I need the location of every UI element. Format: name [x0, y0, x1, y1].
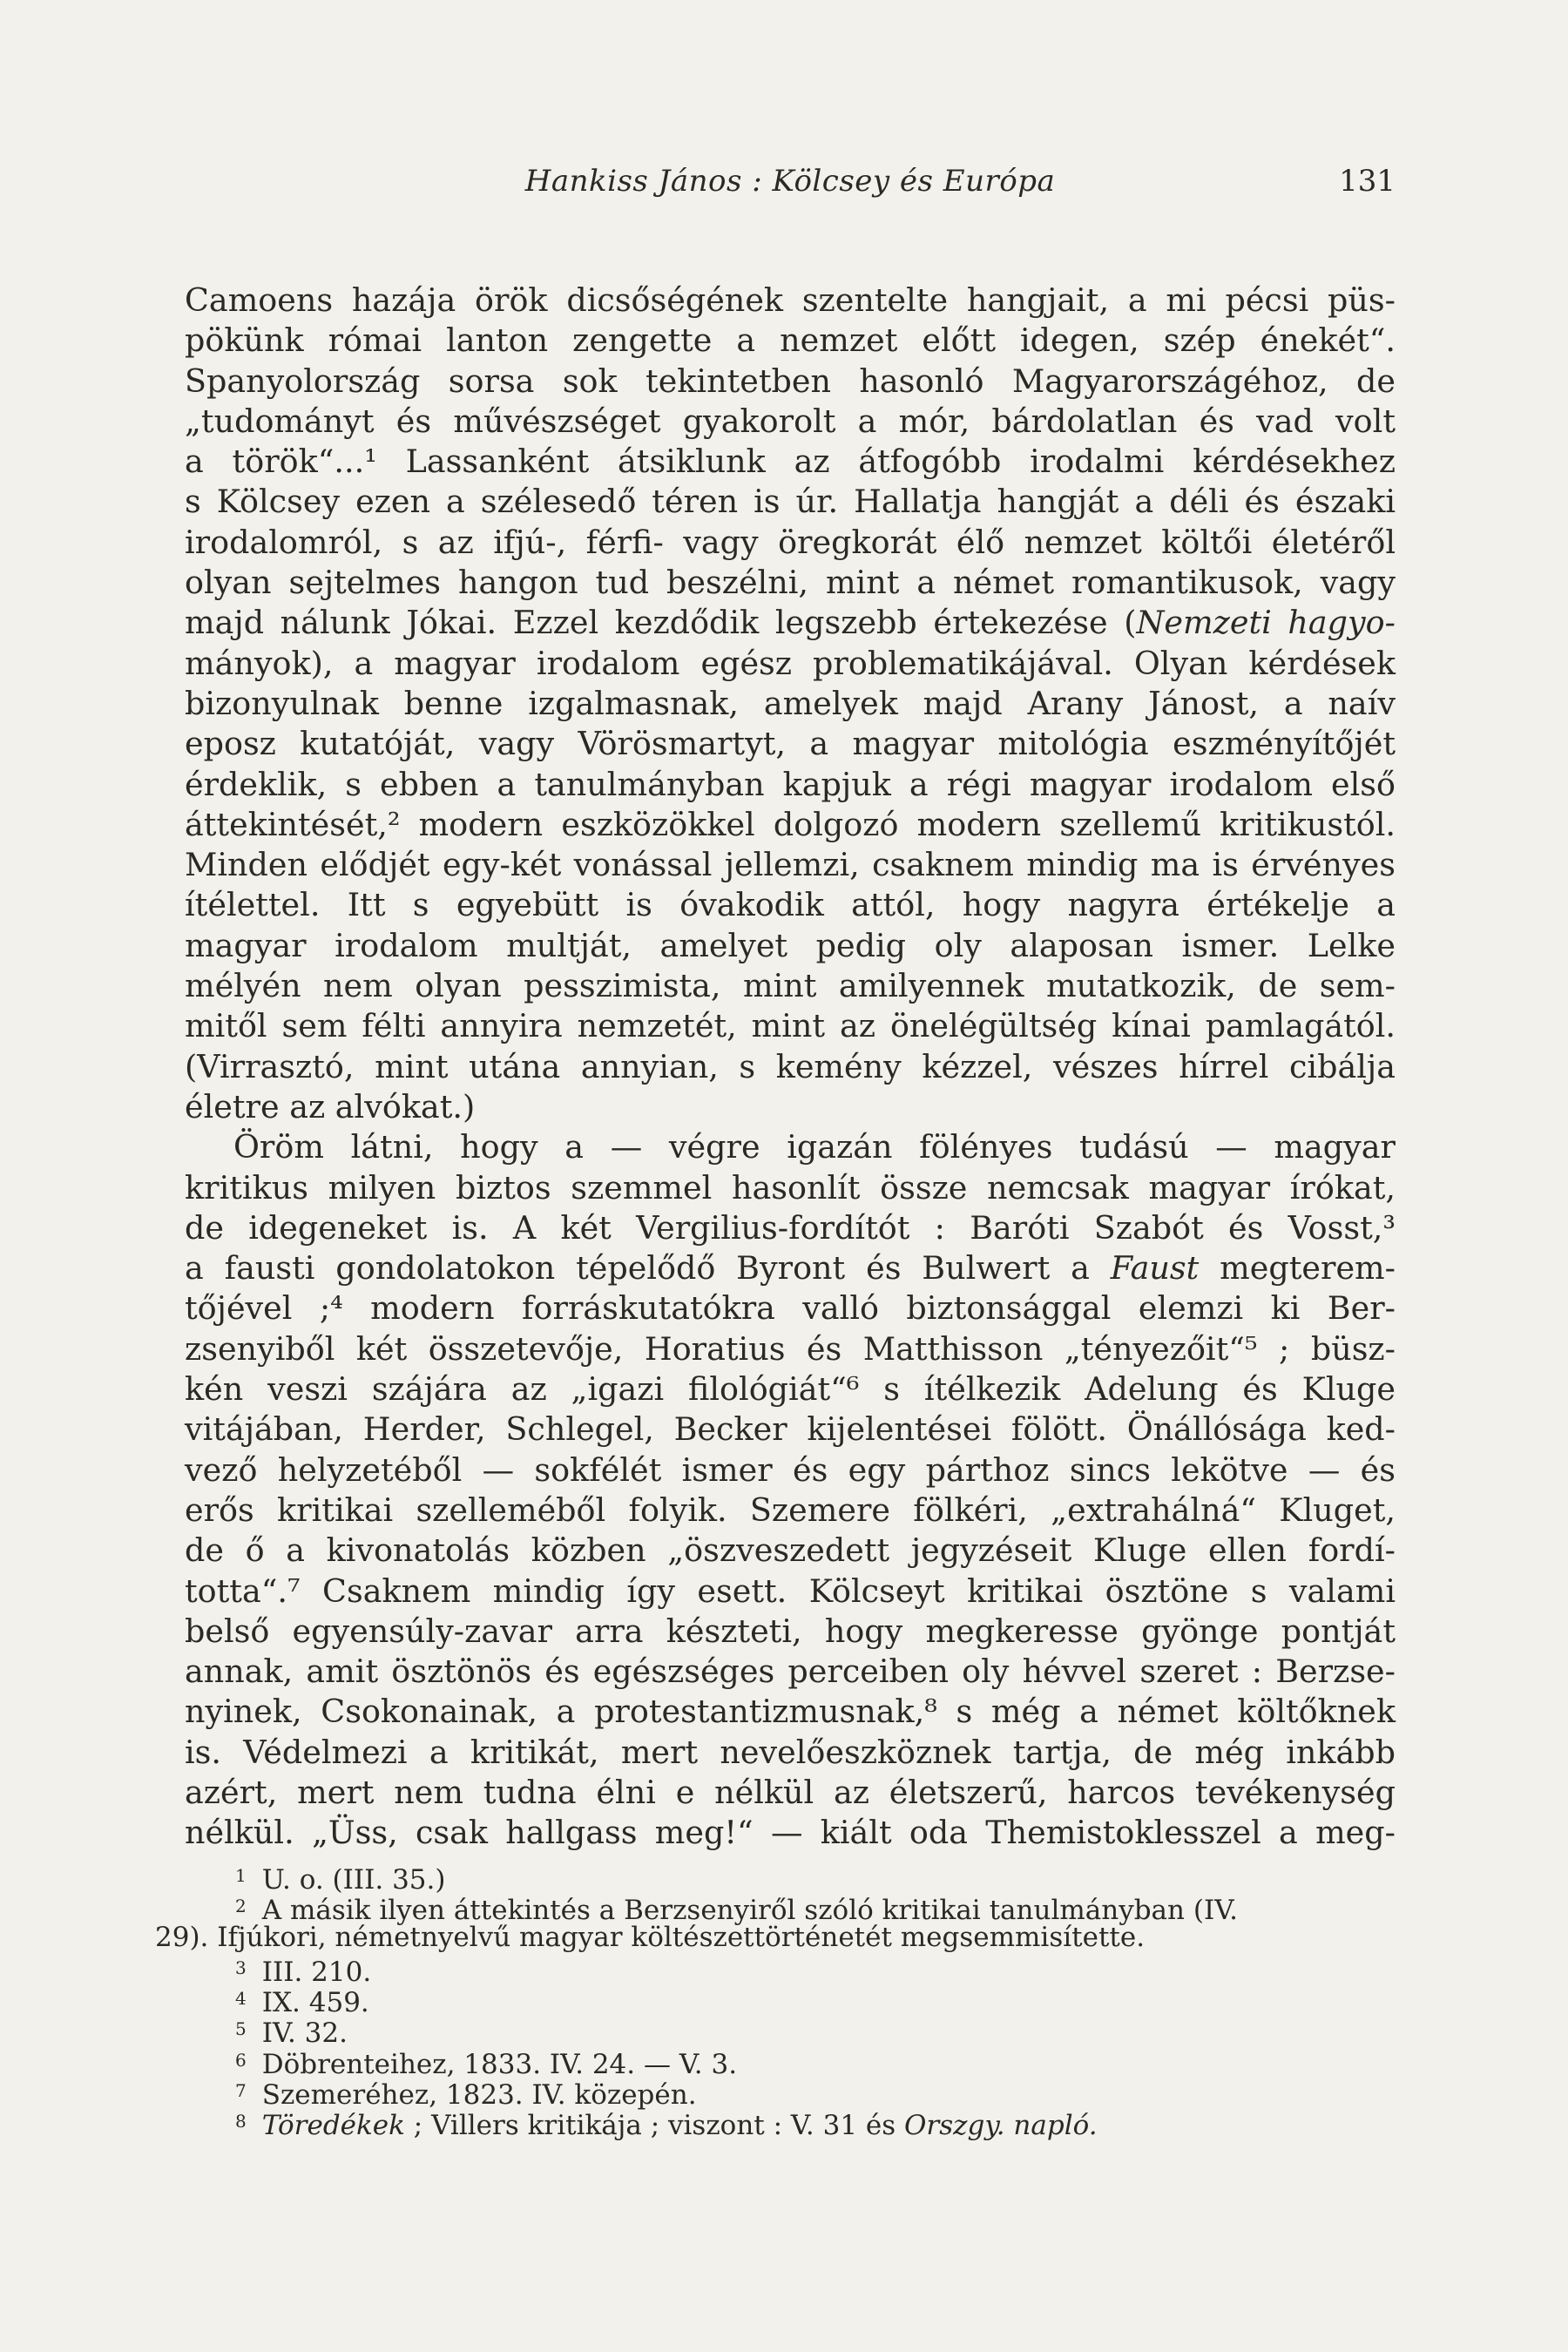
text-line: [185, 1248, 1396, 1288]
italic-title: Nemzeti hagyo-: [1136, 604, 1396, 642]
text-line: annak, amit ösztönös és egészséges perceiben oly hévvel szeret : Berzse-: [185, 1652, 1396, 1691]
text-line: vező helyzetéből — sokfélét ismer és egy párthoz sincs lekötve — és: [185, 1450, 1396, 1489]
text-line: vitájában, Herder, Schlegel, Becker kijelentései fölött. Önállósága ked-: [185, 1410, 1396, 1449]
text-line: bizonyulnak benne izgalmasnak, amelyek majd Arany Jánost, a naív: [185, 684, 1396, 722]
footnote-text: IV. 32.: [261, 2017, 348, 2050]
page-header: [185, 164, 1396, 216]
text-line: Spanyolország sorsa sok tekintetben hasonló Magyarországéhoz, de: [185, 362, 1396, 400]
text-line: [185, 603, 1396, 643]
text-line: erős kritikai szelleméből folyik. Szemere fölkéri, „extrahálná“ Kluget,: [185, 1490, 1396, 1529]
footnote-number: 6: [235, 2049, 247, 2071]
footnote: [155, 2106, 1401, 2142]
text-line: magyar irodalom multját, amelyet pedig oly alaposan ismer. Lelke: [185, 926, 1396, 964]
text-line: mányok), a magyar irodalom egész problematikájával. Olyan kérdések: [185, 644, 1396, 682]
footnote: [155, 1984, 1401, 2019]
text-line: (Virrasztó, mint utána annyian, s kemény kézzel, vészes hírrel cibálja: [185, 1047, 1396, 1085]
text-line: tőjével ;⁴ modern forráskutatókra valló biztonsággal elemzi ki Ber-: [185, 1289, 1396, 1328]
footnote-number: 5: [235, 2018, 247, 2040]
footnote-text: ; Villers kritikája ; viszont : V. 31 és: [404, 2110, 904, 2142]
text-line: is. Védelmezi a kritikát, mert nevelőeszköznek tartja, de még inkább: [185, 1733, 1396, 1771]
footnote: [155, 1953, 1401, 1988]
footnote-continuation: 29). Ifjúkori, németnyelvű magyar költészettörténetét megsemmisítette.: [155, 1921, 1146, 1953]
footnote-text: IX. 459.: [261, 1987, 369, 2019]
footnote-number: 7: [235, 2080, 247, 2102]
text-line: Öröm látni, hogy a — végre igazán fölényes tudású — magyar: [233, 1128, 1396, 1166]
text-line: érdeklik, s ebben a tanulmányban kapjuk a régi magyar irodalom első: [185, 765, 1396, 803]
text-line: kritikus milyen biztos szemmel hasonlít össze nemcsak magyar írókat,: [185, 1168, 1396, 1206]
footnote: [155, 2045, 1401, 2080]
text-line: nyinek, Csokonainak, a protestantizmusnak,⁸ s még a német költőknek: [185, 1693, 1396, 1731]
page-number: 131: [1339, 164, 1396, 199]
text-line: nélkül. „Üss, csak hallgass meg!“ — kiált oda Themistoklesszel a meg-: [185, 1814, 1396, 1852]
text-segment: a fausti gondolatokon tépelődő Byront és Bulwert a: [185, 1249, 1111, 1288]
footnote-number: 2: [235, 1896, 247, 1917]
text-line: áttekintését,² modern eszközökkel dolgozó modern szellemű kritikustól.: [185, 805, 1396, 843]
text-line: de ő a kivonatolás közben „öszveszedett jegyzéseit Kluge ellen fordí-: [185, 1531, 1396, 1570]
footnote-number: 4: [235, 1988, 247, 2010]
body-text: [185, 280, 1396, 1854]
text-line: s Kölcsey ezen a szélesedő téren is úr. Hallatja hangját a déli és északi: [185, 483, 1396, 521]
footnote: [155, 2076, 1401, 2112]
text-line: eposz kutatóját, vagy Vörösmartyt, a magyar mitológia eszményítőjét: [185, 725, 1396, 763]
text-line: totta“.⁷ Csaknem mindig így esett. Kölcseyt kritikai ösztöne s valami: [185, 1571, 1396, 1610]
text-line: zsenyiből két összetevője, Horatius és Matthisson „tényezőit“⁵ ; büsz-: [185, 1329, 1396, 1368]
text-segment: majd nálunk Jókai. Ezzel kezdődik legszebb értekezése (: [185, 604, 1137, 642]
footnote: [155, 2014, 1401, 2050]
footnote-text: U. o. (III. 35.): [261, 1864, 446, 1896]
text-line: „tudományt és művészséget gyakorolt a mór, bárdolatlan és vad volt: [185, 402, 1396, 440]
footnote-italic-title: Orszgy. napló.: [904, 2110, 1098, 2142]
running-title: Hankiss János : Kölcsey és Európa: [524, 164, 1056, 199]
text-line: mitől sem félti annyira nemzetét, mint az önelégültség kínai pamlagától.: [185, 1007, 1396, 1045]
footnote-number: 8: [235, 2111, 247, 2132]
text-line: irodalomról, s az ifjú-, férfi- vagy öregkorát élő nemzet költői életéről: [185, 523, 1396, 561]
text-line: belső egyensúly-zavar arra készteti, hogy megkeresse gyönge pontját: [185, 1612, 1396, 1650]
text-line: pökünk római lanton zengette a nemzet előtt idegen, szép énekét“.: [185, 321, 1396, 360]
text-line: a török“...¹ Lassanként átsiklunk az átfogóbb irodalmi kérdésekhez: [185, 443, 1396, 481]
footnotes: [155, 1861, 1401, 2142]
text-segment: megterem-: [1199, 1249, 1396, 1288]
footnote: [155, 1891, 1401, 1927]
text-line: de idegeneket is. A két Vergilius-fordítót : Baróti Szabót és Vosst,³: [185, 1208, 1396, 1247]
footnote-number: 3: [235, 1957, 247, 1978]
text-line: olyan sejtelmes hangon tud beszélni, mint a német romantikusok, vagy: [185, 564, 1396, 602]
italic-title: Faust: [1110, 1249, 1200, 1288]
footnote-text: A másik ilyen áttekintés a Berzsenyiről szóló kritikai tanulmányban (IV.: [261, 1895, 1239, 1927]
footnote: [155, 1861, 1401, 1896]
footnote-text: Döbrenteihez, 1833. IV. 24. — V. 3.: [261, 2048, 738, 2080]
text-line: kén veszi szájára az „igazi filológiát“⁶ s ítélkezik Adelung és Kluge: [185, 1370, 1396, 1409]
footnote-number: 1: [235, 1865, 247, 1886]
footnote-text: Szemeréhez, 1823. IV. közepén.: [261, 2079, 697, 2112]
footnote-text: III. 210.: [261, 1956, 372, 1988]
text-line: mélyén nem olyan pesszimista, mint amilyennek mutatkozik, de sem-: [185, 967, 1396, 1005]
text-line: Camoens hazája örök dicsőségének szentelte hangjait, a mi pécsi püs-: [185, 281, 1396, 319]
text-line: ítélettel. Itt s egyebütt is óvakodik attól, hogy nagyra értékelje a: [185, 886, 1396, 924]
text-line: azért, mert nem tudna élni e nélkül az életszerű, harcos tevékenység: [185, 1773, 1396, 1811]
text-line: életre az alvókat.): [185, 1087, 476, 1125]
text-line: Minden elődjét egy-két vonással jellemzi, csaknem mindig ma is érvényes: [185, 846, 1396, 884]
footnote-italic-title: Töredékek: [261, 2110, 405, 2142]
